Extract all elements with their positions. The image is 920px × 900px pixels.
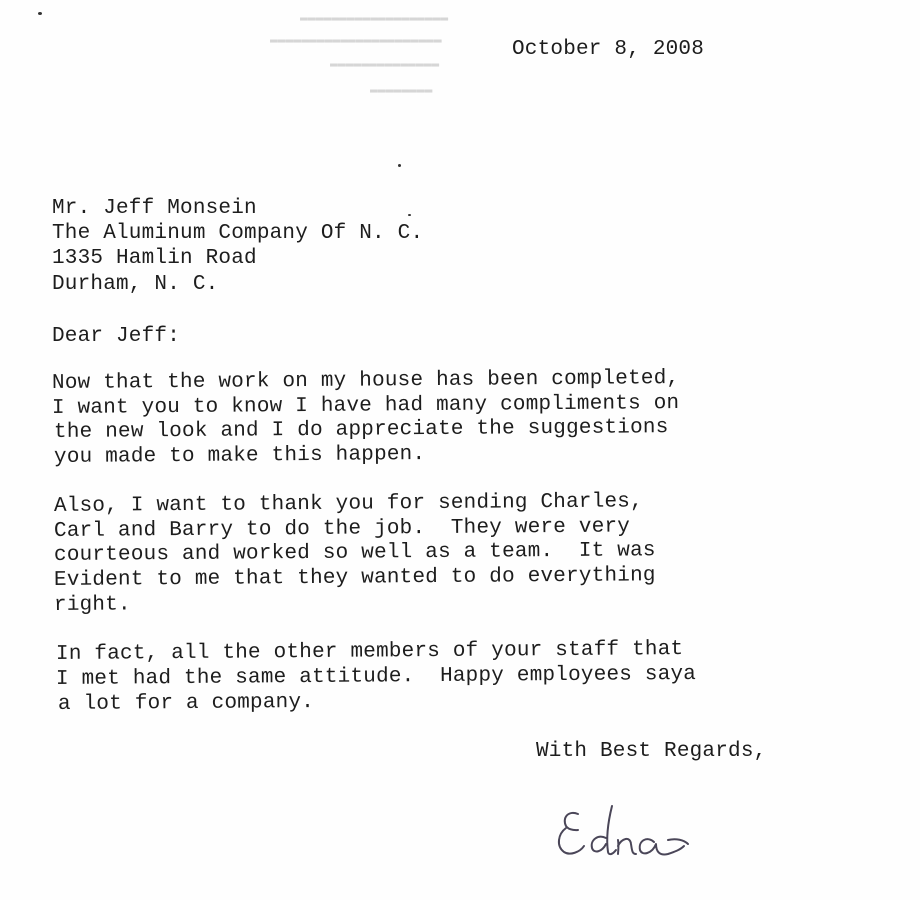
body-line: Evident to me that they wanted to do everything <box>53 564 656 592</box>
handwritten-signature <box>556 800 706 870</box>
letter-date: October 8, 2008 <box>512 38 705 61</box>
body-line: Now that the work on my house has been completed, <box>51 367 680 395</box>
recipient-city: Durham, N. C. <box>52 273 219 296</box>
body-line: Carl and Barry to do the job. They were very <box>53 515 631 543</box>
closing: With Best Regards, <box>536 740 767 763</box>
body-line: I want you to know I have had many compliments on <box>51 392 680 420</box>
paper-speck <box>38 12 42 15</box>
body-line: In fact, all the other members of your staff that <box>55 638 684 666</box>
body-line: right. <box>53 593 131 617</box>
salutation: Dear Jeff: <box>52 325 181 348</box>
paper-speck <box>398 164 401 167</box>
body-line: you made to make this happen. <box>53 443 426 469</box>
body-line: I met had the same attitude. Happy employees saya <box>55 662 697 691</box>
body-line: courteous and worked so well as a team. It was <box>53 539 656 567</box>
body-line: the new look and I do appreciate the suggestions <box>53 416 669 444</box>
body-line: a lot for a company. <box>57 690 315 716</box>
show-through-bleed: ▬▬▬▬▬▬▬▬ <box>370 82 433 97</box>
recipient-company: The Aluminum Company Of N. C. <box>52 222 424 245</box>
show-through-bleed: ▬▬▬▬▬▬▬▬▬▬▬▬▬▬▬▬▬▬▬▬▬▬ <box>270 32 442 47</box>
show-through-bleed: ▬▬▬▬▬▬▬▬▬▬▬▬▬▬▬▬▬▬▬ <box>300 10 449 25</box>
recipient-street: 1335 Hamlin Road <box>52 247 257 270</box>
body-line: Also, I want to thank you for sending Charles, <box>53 490 643 518</box>
show-through-bleed: ▬▬▬▬▬▬▬▬▬▬▬▬▬▬ <box>330 56 440 71</box>
recipient-name: Mr. Jeff Monsein <box>52 197 257 220</box>
paper-speck <box>408 214 411 216</box>
